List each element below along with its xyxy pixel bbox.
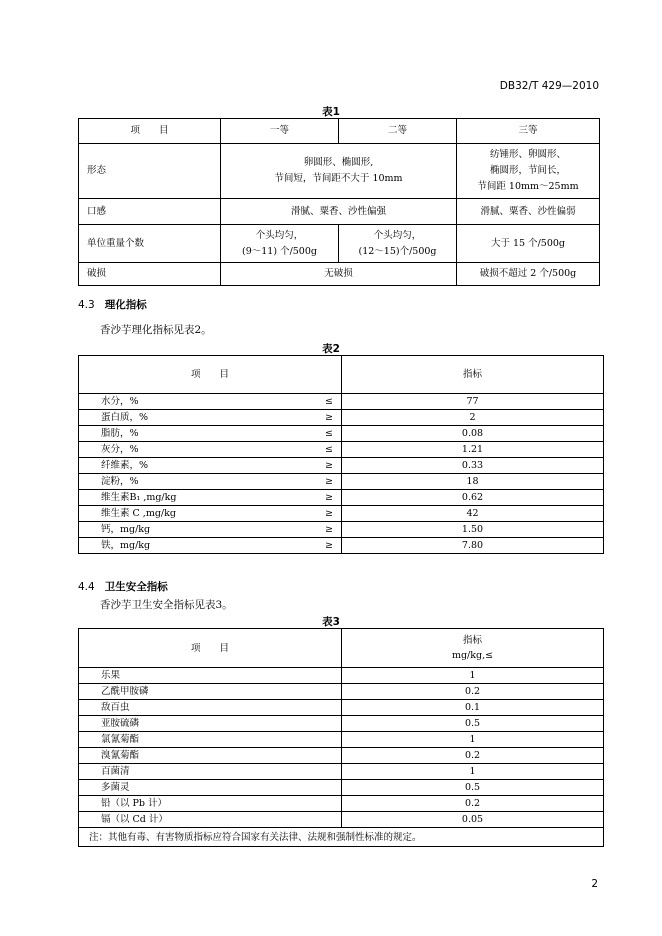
t1-shape-grade12: 卵圆形、椭圆形, 节间短，节间距不大于 10mm [221,144,457,199]
t2-header-item: 项 目 [79,356,342,394]
t2-item: 脂肪，% [101,428,139,439]
t2-sign: ≥ [325,524,333,535]
t2-value: 2 [342,410,604,426]
t1-count-grade2: 个头均匀， (12～15)个/500g [339,225,457,263]
t3-item: 百菌清 [79,764,342,780]
t2-value: 42 [342,506,604,522]
t1-header-item: 项 目 [79,119,221,144]
t2-value: 77 [342,394,604,410]
t1-taste-grade12: 滑腻、粟香、沙性偏强 [221,199,457,225]
t2-value: 7.80 [342,538,604,554]
t3-item: 乙酰甲胺磷 [79,684,342,700]
page-number: 2 [591,878,598,890]
table2 [78,355,604,554]
t3-item: 铅（以 Pb 计） [79,796,342,812]
t1-header-grade2: 二等 [339,119,457,144]
t2-value: 1.50 [342,522,604,538]
t2-sign: ≥ [325,412,333,423]
t1-shape-label: 形态 [79,144,221,199]
t3-value: 0.2 [342,796,604,812]
t2-item: 纤维素，% [101,460,149,471]
t2-item: 灰分，% [101,444,139,455]
t2-value: 0.33 [342,458,604,474]
t1-count-grade1: 个头均匀， (9～11) 个/500g [221,225,339,263]
table3 [78,628,604,847]
t1-taste-grade3: 滑腻、粟香、沙性偏弱 [457,199,600,225]
t2-item: 蛋白质，% [101,412,149,423]
t3-item: 敌百虫 [79,700,342,716]
section-4-3-heading: 4.3 理化指标 [78,299,147,311]
t3-value: 0.05 [342,812,604,828]
t3-item: 多菌灵 [79,780,342,796]
t2-sign: ≥ [325,460,333,471]
t3-value: 1 [342,668,604,684]
section-4-4-text: 香沙芋卫生安全指标见表3。 [100,599,233,611]
t2-sign: ≥ [325,508,333,519]
standard-number: DB32/T 429—2010 [499,80,599,92]
t3-item: 溴氰菊酯 [79,748,342,764]
t1-count-grade3: 大于 15 个/500g [457,225,600,263]
section-4-4-heading: 4.4 卫生安全指标 [78,581,168,593]
t1-taste-label: 口感 [79,199,221,225]
t2-sign: ≤ [325,444,333,455]
t3-item: 亚胺硫磷 [79,716,342,732]
t3-value: 0.2 [342,684,604,700]
t2-sign: ≤ [325,396,333,407]
table2-caption: 表2 [322,343,340,355]
t1-damage-label: 破损 [79,263,221,286]
table1 [78,118,600,286]
t2-item: 钙，mg/kg [101,524,151,535]
t1-shape-grade3: 纺锤形、卵圆形、 椭圆形，节间长， 节间距 10mm～25mm [457,144,600,199]
t3-value: 0.2 [342,748,604,764]
t2-sign: ≤ [325,428,333,439]
t3-value: 0.5 [342,716,604,732]
t2-item: 维生素 C ,mg/kg [101,508,176,519]
t1-damage-grade3: 破损不超过 2 个/500g [457,263,600,286]
t3-header-value: 指标 mg/kg,≤ [342,629,604,668]
t2-header-value: 指标 [342,356,604,394]
t2-value: 18 [342,474,604,490]
t2-item: 水分，% [101,396,139,407]
t2-value: 0.62 [342,490,604,506]
t2-value: 1.21 [342,442,604,458]
t3-item: 氯氰菊酯 [79,732,342,748]
table3-caption: 表3 [322,616,340,628]
table1-caption: 表1 [322,106,340,118]
t2-item: 维生素B₁ ,mg/kg [101,492,177,503]
t3-item: 镉（以 Cd 计） [79,812,342,828]
t3-note: 注：其他有毒、有害物质指标应符合国家有关法律、法规和强制性标准的规定。 [79,828,604,847]
t2-value: 0.08 [342,426,604,442]
t3-value: 1 [342,732,604,748]
t1-damage-grade12: 无破损 [221,263,457,286]
t3-value: 0.1 [342,700,604,716]
t2-item: 铁，mg/kg [101,540,151,551]
t2-item: 淀粉，% [101,476,139,487]
t1-header-grade1: 一等 [221,119,339,144]
t3-item: 乐果 [79,668,342,684]
section-4-3-text: 香沙芋理化指标见表2。 [100,324,212,336]
t3-value: 1 [342,764,604,780]
t2-sign: ≥ [325,476,333,487]
t3-value: 0.5 [342,780,604,796]
t2-sign: ≥ [325,492,333,503]
t3-header-item: 项 目 [79,629,342,668]
t1-header-grade3: 三等 [457,119,600,144]
t2-sign: ≥ [325,540,333,551]
t1-count-label: 单位重量个数 [79,225,221,263]
